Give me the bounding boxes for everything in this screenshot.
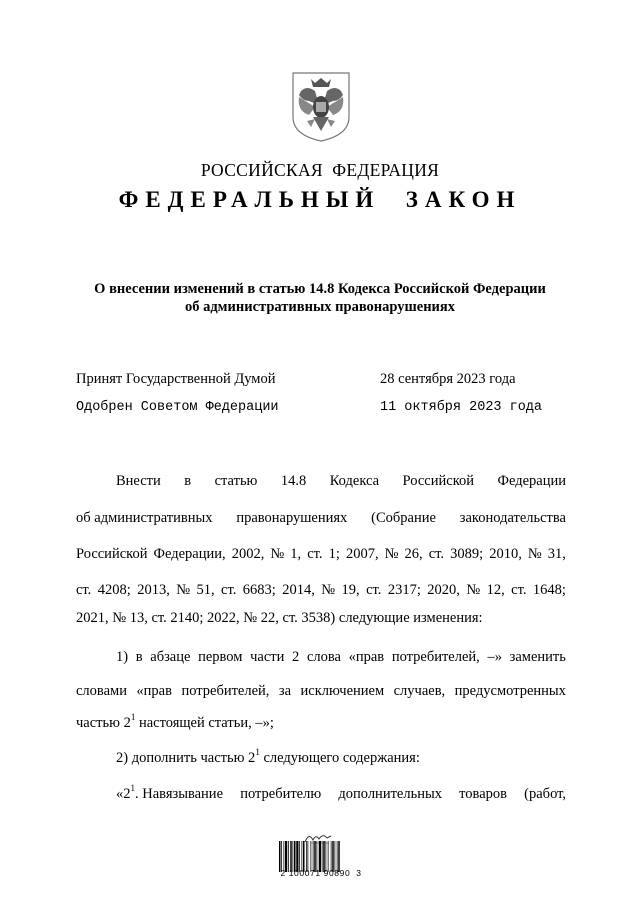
council-approval-date: 11 октября 2023 года [380, 400, 543, 415]
body-word: Кодекса [329, 473, 380, 489]
body-word: 6683; [242, 582, 276, 598]
body-word: 26, [404, 546, 423, 562]
body-word: слова [306, 649, 341, 665]
body-word: 2013, [137, 582, 170, 598]
body-word: № [270, 546, 285, 562]
body-word: 2002, [231, 546, 265, 562]
body-word: правонарушениях [236, 510, 348, 526]
body-word: 1648; [532, 582, 566, 598]
body-line-1 [116, 473, 566, 490]
body-word: . Навязывание [135, 786, 223, 802]
body-word: ст. [428, 546, 445, 562]
body-word: «прав [136, 683, 172, 699]
body-word: дополнительных [338, 786, 442, 802]
body-line-8: частью $2^1$ настоящей статьи, –»; [76, 712, 274, 731]
body-word: Федерации, [153, 546, 226, 562]
body-word: ст. [307, 546, 323, 562]
body-word: Внести [116, 473, 161, 489]
body-word: законодательства [459, 510, 566, 526]
body-word: 2007, [345, 546, 379, 562]
body-word: 2 [292, 649, 300, 665]
body-word: потребителю [240, 786, 322, 802]
body-word: Российской [76, 546, 148, 562]
body-word: –» [487, 649, 502, 665]
body-line-2 [76, 510, 566, 527]
body-word: словами [76, 683, 127, 699]
body-word: потребителей, [391, 649, 480, 665]
body-word: ст. [511, 582, 527, 598]
body-word: ст. [76, 582, 92, 598]
body-word: № [527, 546, 542, 562]
body-word: 31, [547, 546, 566, 562]
body-word: Российской [402, 473, 475, 489]
law-title-line-1: О внесении изменений в статью 14.8 Кодекса Российской Федерации [94, 281, 546, 297]
body-word: № [176, 582, 191, 598]
body-word: 2317; [387, 582, 421, 598]
body-line-9: 2) дополнить частью $2^1$ следующего содержания: [116, 747, 420, 766]
body-word: в [135, 649, 143, 665]
body-line-4 [76, 582, 566, 599]
body-word: в [184, 473, 192, 489]
body-word: 1) [116, 649, 129, 665]
barcode-number: 2 100071 90890 3 [280, 868, 362, 878]
body-word: 3089; [450, 546, 484, 562]
body-word: случаев, [393, 683, 446, 699]
body-word: заменить [509, 649, 566, 665]
duma-adoption-date: 28 сентября 2023 года [380, 371, 516, 387]
body-word: ст. [366, 582, 382, 598]
law-title-line-2: об административных правонарушениях [184, 299, 456, 315]
body-line-5: 2021, № 13, ст. 2140; 2022, № 22, ст. 3538) следующие изменения: [76, 610, 483, 626]
body-word: 4208; [97, 582, 131, 598]
body-word: части [250, 649, 285, 665]
body-word: за [278, 683, 292, 699]
body-line-7 [76, 683, 566, 700]
body-line-6 [116, 649, 566, 666]
body-line-3 [76, 546, 566, 563]
body-word: ст. [221, 582, 237, 598]
body-word: об административных [76, 510, 213, 526]
body-word: 51, [196, 582, 215, 598]
body-word: товаров [459, 786, 507, 802]
body-word: первом [198, 649, 243, 665]
body-word: 12, [486, 582, 505, 598]
body-word: 19, [341, 582, 360, 598]
body-word: «прав [348, 649, 385, 665]
body-word: 2020, [427, 582, 460, 598]
body-word: абзаце [150, 649, 191, 665]
body-word: № [321, 582, 336, 598]
body-word: № [384, 546, 399, 562]
body-word: (работ, [524, 786, 566, 802]
body-word: (Собрание [371, 510, 436, 526]
document-type-heading: ФЕДЕРАЛЬНЫЙ ЗАКОН [118, 187, 522, 212]
coat-of-arms-emblem [289, 71, 353, 143]
body-word: № [466, 582, 481, 598]
body-word: статью [214, 473, 258, 489]
body-word: 1, [290, 546, 302, 562]
duma-adoption-label: Принят Государственной Думой [76, 371, 276, 387]
body-word: 1; [328, 546, 340, 562]
body-word: Федерации [497, 473, 566, 489]
body-line-10: «$2^1$ . Навязывание потребителю дополнительных товаров (работ, [116, 783, 566, 802]
council-approval-label: Одобрен Советом Федерации [76, 400, 279, 415]
body-word: 14.8 [280, 473, 307, 489]
body-word: предусмотренных [454, 683, 566, 699]
body-word: 2010, [489, 546, 522, 562]
body-word: 2014, [282, 582, 315, 598]
country-heading: РОССИЙСКАЯ ФЕДЕРАЦИЯ [200, 160, 440, 180]
body-word: исключением [300, 683, 385, 699]
body-word: потребителей, [181, 683, 270, 699]
